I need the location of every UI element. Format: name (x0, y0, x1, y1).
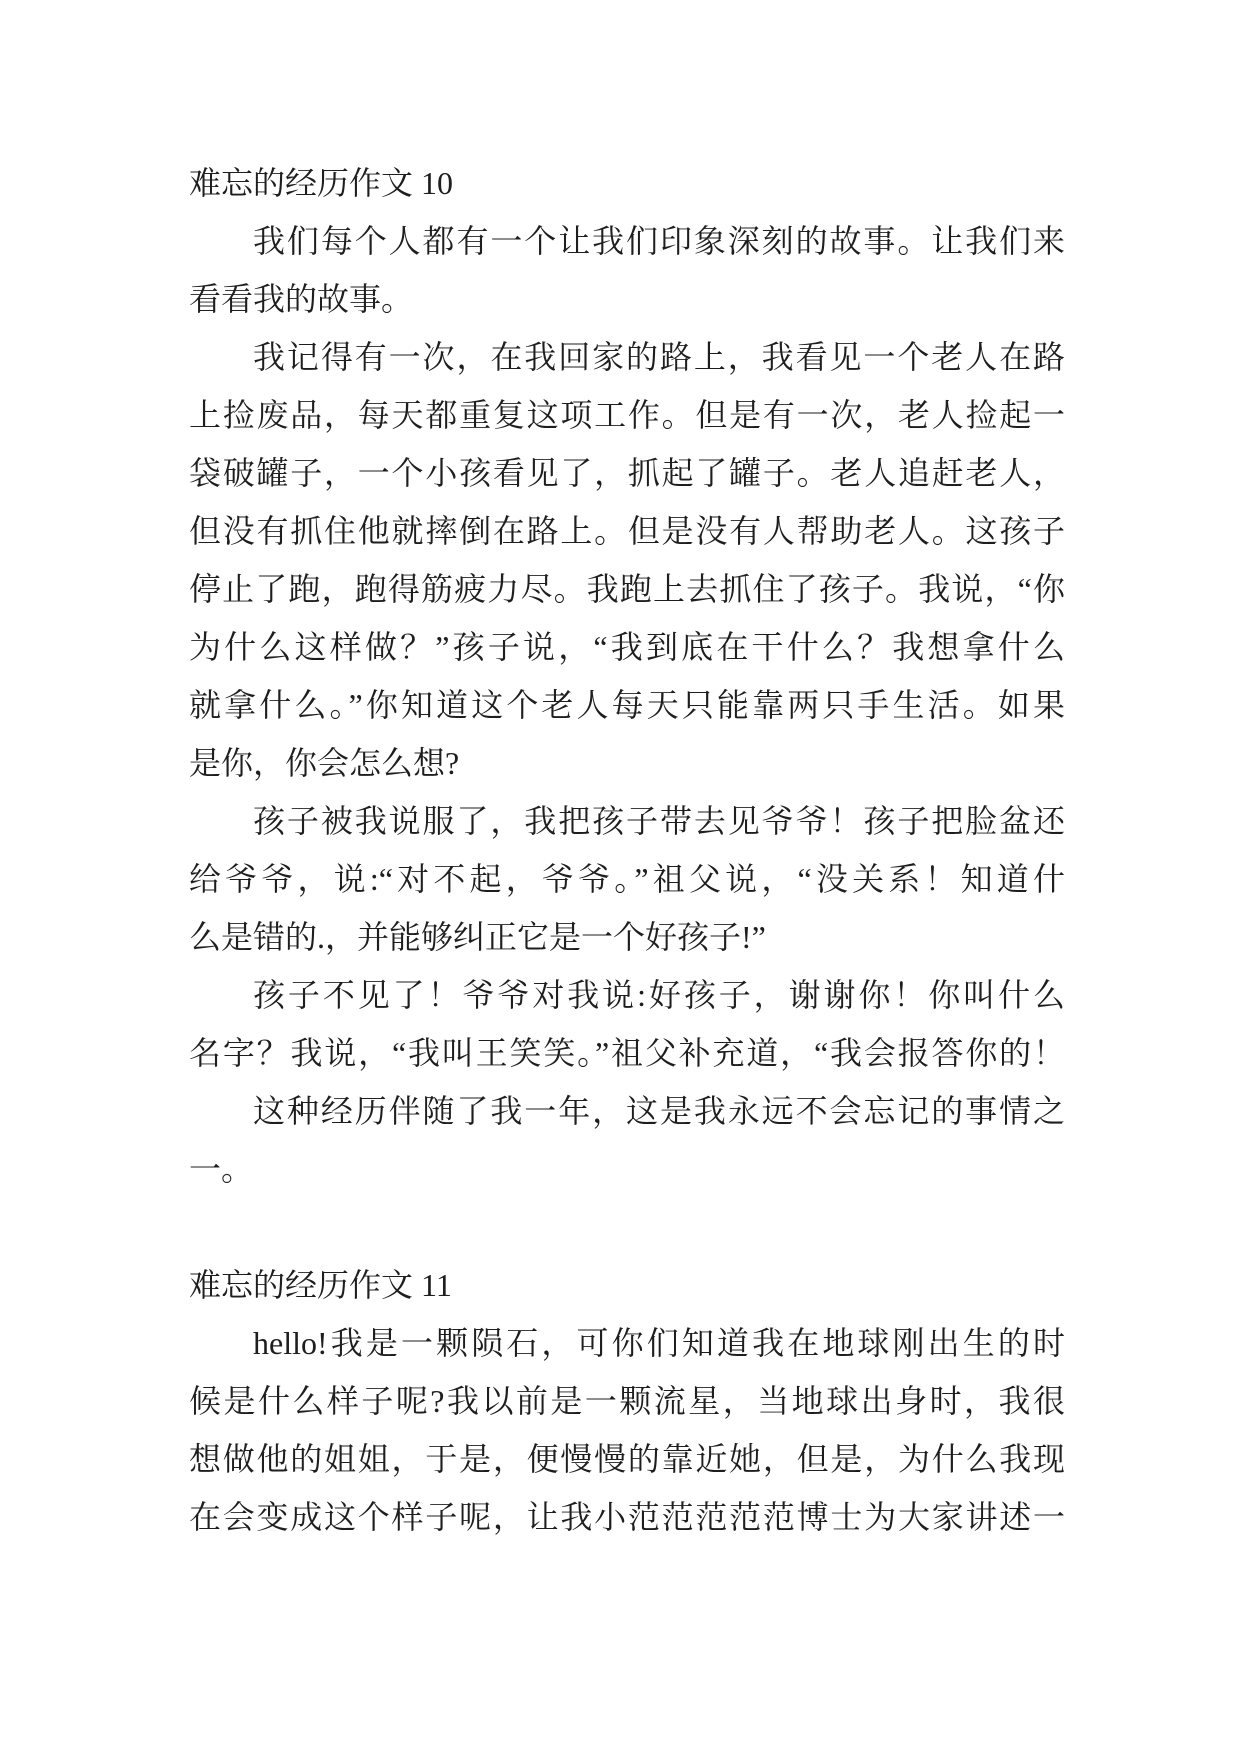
document-body (189, 154, 1065, 1546)
paragraph (189, 328, 1065, 792)
text-line: 看看我的故事。 (189, 281, 414, 317)
essay-section-10 (189, 154, 1065, 1198)
text-line: 就拿什么。”你知道这个老人每天只能靠两只手生活。如果 (189, 687, 1065, 723)
text-line: 停止了跑，跑得筋疲力尽。我跑上去抓住了孩子。我说，“你 (189, 571, 1065, 607)
text-line: 么是错的.，并能够纠正它是一个好孩子!” (189, 919, 766, 955)
text-line: 袋破罐子，一个小孩看见了，抓起了罐子。老人追赶老人， (189, 455, 1065, 491)
paragraph (189, 792, 1065, 966)
text-line: 一。 (189, 1151, 254, 1187)
text-line: 名字？我说，“我叫王笑笑。”祖父补充道，“我会报答你的！ (189, 1035, 1065, 1071)
paragraph (189, 212, 1065, 328)
text-line: 我记得有一次，在我回家的路上，我看见一个老人在路 (253, 339, 1065, 375)
paragraph (189, 1082, 1065, 1198)
text-line: hello!我是一颗陨石，可你们知道我在地球刚出生的时 (253, 1325, 1065, 1361)
essay-title: 难忘的经历作文 11 (189, 1267, 452, 1303)
essay-title: 难忘的经历作文 10 (189, 165, 454, 201)
text-line: 想做他的姐姐，于是，便慢慢的靠近她，但是，为什么我现 (189, 1441, 1065, 1477)
text-line: 但没有抓住他就摔倒在路上。但是没有人帮助老人。这孩子 (189, 513, 1065, 549)
text-line: 是你，你会怎么想? (189, 745, 460, 781)
essay-section-11 (189, 1256, 1065, 1546)
text-line: 我们每个人都有一个让我们印象深刻的故事。让我们来 (253, 223, 1065, 259)
text-line: 为什么这样做？”孩子说，“我到底在干什么？我想拿什么 (189, 629, 1065, 665)
text-line: 给爷爷，说:“对不起，爷爷。”祖父说，“没关系！知道什 (189, 861, 1065, 897)
text-line: 孩子不见了！爷爷对我说:好孩子，谢谢你！你叫什么 (253, 977, 1065, 1013)
text-line: 上捡废品，每天都重复这项工作。但是有一次，老人捡起一 (189, 397, 1065, 433)
text-line: 候是什么样子呢?我以前是一颗流星，当地球出身时，我很 (189, 1383, 1065, 1419)
paragraph (189, 966, 1065, 1082)
text-line: 在会变成这个样子呢，让我小范范范范范博士为大家讲述一 (189, 1499, 1065, 1535)
text-line: 这种经历伴随了我一年，这是我永远不会忘记的事情之 (253, 1093, 1065, 1129)
text-line: 孩子被我说服了，我把孩子带去见爷爷！孩子把脸盆还 (253, 803, 1065, 839)
paragraph (189, 1314, 1065, 1546)
